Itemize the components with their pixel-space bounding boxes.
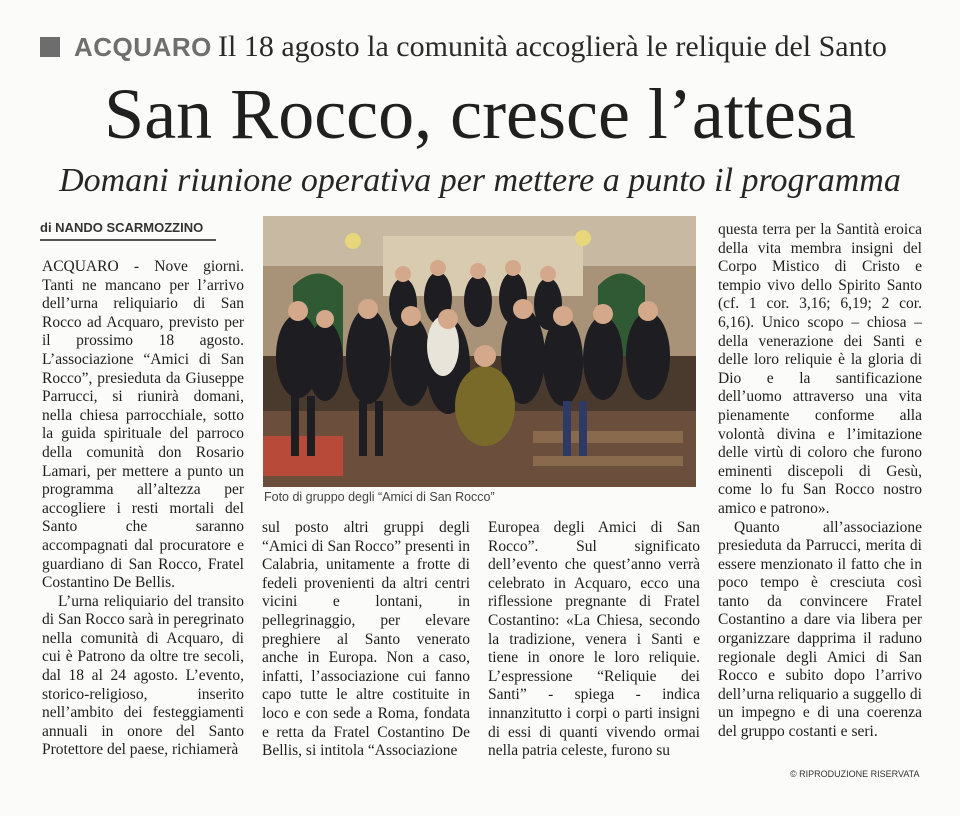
article-column-3 [488, 519, 700, 761]
paragraph: sul posto altri gruppi degli “Amici di San Rocco” presenti in Calabria, unitamente a frotte di fedeli provenienti da altri centri vicini e lontani, in pellegrinaggio, per elevare preghiere al Santo venerato anche in Europa. Non a caso, infatti, l’associazione cui fanno capo tutte le altre costituite in loco e con sede a Roma, fondata e retta da Fratel Costantino De Bellis, si intitola “Associazione [262, 519, 470, 760]
article-column-2 [262, 519, 470, 761]
paragraph: L’urna reliquiario del transito di San Rocco sarà in peregrinato nella comunità di Acquaro, di cui è Patrono da oltre tre secoli, dal 18 al 24 agosto. L’evento, storico-religioso, inserito nell’ambito dei festeggiamenti annuali in onore del Santo Protettore del paese, richiamerà [42, 592, 244, 759]
article-column-4 [718, 221, 922, 742]
paragraph: questa terra per la Santità eroica della vita membra insigni del Corpo Mistico di Cristo e tempio vivo dello Spirito Santo (cf. 1 cor. 3,16; 6,19; 2 cor. 6,16). Unico scopo – chiosa – della venerazione dei Santi e delle loro reliquie è la gloria di Dio e la santificazione dell’uomo attraverso una vita pienamente conforme alla volontà divina e l’imitazione delle virtù di coloro che furono eminenti discepoli di Gesù, come lo fu San Rocco nostro amico e patrono». [718, 221, 922, 517]
byline: di NANDO SCARMOZZINO [40, 219, 216, 241]
group-photo [263, 216, 696, 487]
paragraph: Quanto all’associazione presieduta da Parrucci, merita di essere menzionato il fatto che in poco tempo è cresciuta così tanto da convincere Fratel Costantino a dare via libera per organizzare dapprima il raduno regionale degli Amici di San Rocco e subito dopo l’arrivo dell’urna reliquario a suggello di un impegno e di una coerenza del gruppo costanti e seri. [718, 518, 922, 741]
paragraph: Europea degli Amici di San Rocco”. Sul significato dell’evento che quest’anno verrà celebrato in Acquaro, ecco una riflessione pregnante di Fratel Costantino: «La Chiesa, secondo la tradizione, venera i Santi e tiene in onore le loro reliquie. L’espressione “Reliquie dei Santi” - spiega - indica innanzitutto i corpi o parti insigni di essi di quanti vivendo ormai nella patria celeste, furono su [488, 519, 700, 760]
copyright-notice: © RIPRODUZIONE RISERVATA [790, 769, 920, 779]
group-photo-image [263, 216, 696, 487]
kicker-row [40, 30, 930, 66]
article-column-1 [42, 258, 244, 760]
headline: San Rocco, cresce l’attesa [104, 74, 856, 154]
kicker-headline: Il 18 agosto la comunità accoglierà le reliquie del Santo [218, 30, 887, 63]
paragraph: ACQUARO - Nove giorni. Tanti ne mancano per l’arrivo dell’urna reliquiario di San Rocco ad Acquaro, previsto per il prossimo 18 agosto. L’associazione “Amici di San Rocco”, presieduta da Giuseppe Parrucci, si riunirà domani, nella chiesa parrocchiale, sotto la guida spirituale del parroco della comunità don Rosario Lamari, per mettere a punto un programma all’altezza per accogliere i resti mortali del Santo che saranno accompagnati dal procuratore e guardiano di San Rocco, Fratel Costantino De Bellis. [42, 258, 244, 592]
photo-caption: Foto di gruppo degli “Amici di San Rocco” [264, 490, 495, 504]
subheadline: Domani riunione operativa per mettere a punto il programma [59, 162, 901, 199]
section-label: ACQUARO [74, 32, 212, 62]
section-marker-icon [40, 37, 60, 57]
